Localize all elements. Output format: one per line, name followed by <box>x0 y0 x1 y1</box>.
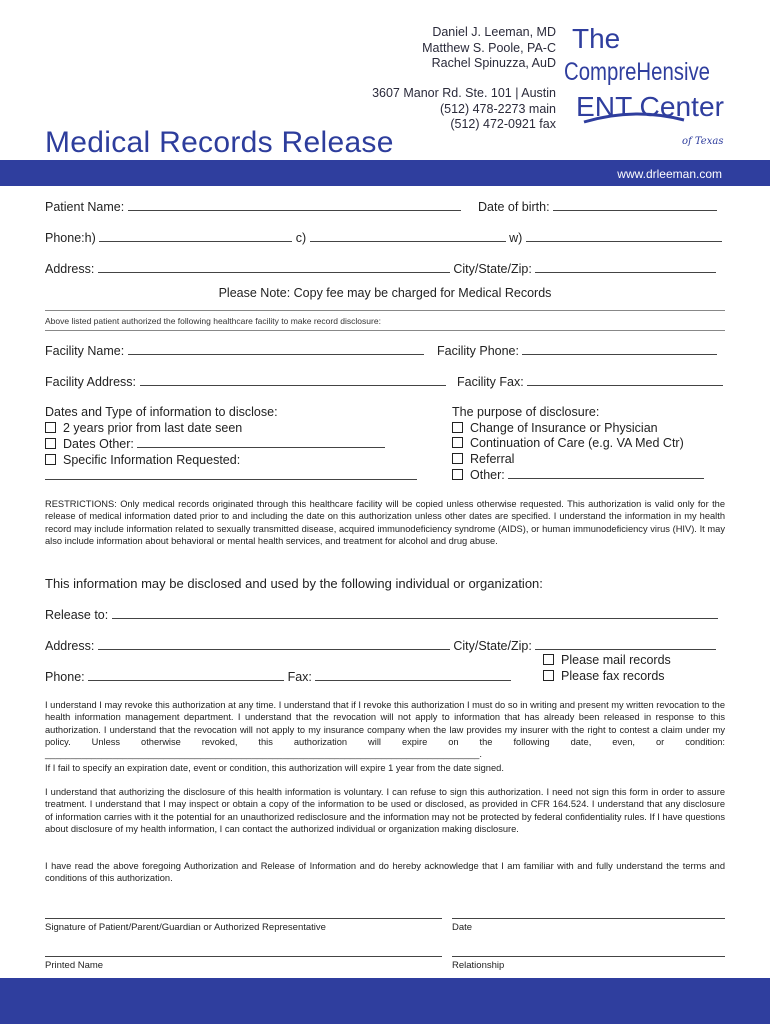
phone-row <box>45 230 722 245</box>
facility-name-label: Facility Name: <box>45 344 125 358</box>
release-to-field[interactable] <box>112 607 718 619</box>
contact-block <box>372 86 556 133</box>
release-citystatezip-label: City/State/Zip: <box>453 639 532 653</box>
release-phone-label: Phone: <box>45 670 85 684</box>
copy-fee-note: Please Note: Copy fee may be charged for Medical Records <box>218 286 552 300</box>
clinic-logo <box>564 22 734 152</box>
signature-label: Signature of Patient/Parent/Guardian or Authorized Representative <box>45 922 326 933</box>
clinic-address: 3607 Manor Rd. Ste. 101 | Austin <box>372 86 556 100</box>
dob-row <box>478 199 717 214</box>
phone-cell-field[interactable] <box>310 230 506 242</box>
release-phone-field[interactable] <box>88 669 284 681</box>
release-address-field[interactable] <box>98 638 450 650</box>
specific-info-field[interactable] <box>45 468 417 480</box>
acknowledgement-text: I have read the above foregoing Authorization and Release of Information and do hereby acknowledge that I am familiar with and fully understand the terms and conditions of this authorization. <box>45 861 725 884</box>
provider-name: Matthew S. Poole, PA-C <box>422 40 556 55</box>
facility-name-row <box>45 343 424 358</box>
phone-home-label: Phone:h) <box>45 231 96 245</box>
facility-phone-row <box>437 343 717 358</box>
dates-option[interactable]: Specific Information Requested: <box>45 453 417 469</box>
facility-fax-row <box>457 374 723 389</box>
dates-option[interactable]: 2 years prior from last date seen <box>45 421 417 437</box>
checkbox[interactable] <box>452 453 463 464</box>
purpose-other-field[interactable] <box>508 467 704 479</box>
signature-field[interactable] <box>45 918 442 919</box>
provider-list <box>422 25 556 72</box>
phone-home-field[interactable] <box>99 230 292 242</box>
clinic-fax: (512) 472-0921 fax <box>450 117 556 131</box>
purpose-heading: The purpose of disclosure: <box>452 405 600 419</box>
checkbox[interactable] <box>452 422 463 433</box>
release-citystatezip-field[interactable] <box>535 638 716 650</box>
citystatezip-label: City/State/Zip: <box>453 262 532 276</box>
release-fax-field[interactable] <box>315 669 511 681</box>
mail-option[interactable]: Please mail records <box>543 653 671 669</box>
logo-text: ENT Center <box>576 91 724 122</box>
facility-address-row <box>45 374 446 389</box>
date-field[interactable] <box>452 918 725 919</box>
page-title: Medical Records Release <box>45 126 394 159</box>
purpose-option[interactable]: Change of Insurance or Physician <box>452 421 704 437</box>
purpose-option[interactable]: Other: <box>452 467 704 484</box>
delivery-options <box>543 653 671 684</box>
dob-field[interactable] <box>553 199 717 211</box>
facility-fax-label: Facility Fax: <box>457 375 524 389</box>
restrictions-text: RESTRICTIONS: Only medical records originated through this healthcare facility will be copied unless otherwise requested. This authorization is valid only for the release of medical information dated prior to and including the date on this authorization unless other dates are specified. I understand the information in my health record may include information related to sexually transmitted disease, acquired immunodeficiency syndrome (AIDS), or human immunodeficiency virus (HIV). It may also include information about behavioral or mental health services, and treatment for alcohol and drug abuse. <box>45 499 725 546</box>
expiration-text: If I fail to specify an expiration date, event or condition, this authorization will expire 1 year from the date signed. <box>45 763 504 773</box>
facility-phone-field[interactable] <box>522 343 717 355</box>
citystatezip-field[interactable] <box>535 261 716 273</box>
facility-address-field[interactable] <box>140 374 446 386</box>
checkbox[interactable] <box>45 438 56 449</box>
voluntary-text: I understand that authorizing the disclosure of this health information is voluntary. I can refuse to sign this authorization. I need not sign this form in order to assure treatment. I understand that I may inspect or obtain a copy of the information to be used or disclosed, as provided in CFR 164.524. I understand that any disclosure of information carries with it the potential for an unauthorized redisclosure and the information may not be protected by federal confidentiality rules. If I have questions about disclosure of my health information, I can contact the authorized individual or organization making disclosure. <box>45 787 725 834</box>
checkbox[interactable] <box>543 670 554 681</box>
release-to-row <box>45 607 718 622</box>
logo-text: The <box>572 23 621 54</box>
release-fax-label: Fax: <box>287 670 312 684</box>
address-field[interactable] <box>98 261 450 273</box>
provider-name: Rachel Spinuzza, AuD <box>431 56 556 70</box>
patient-name-row <box>45 199 461 214</box>
relationship-label: Relationship <box>452 960 505 971</box>
facility-phone-label: Facility Phone: <box>437 344 519 358</box>
purpose-option[interactable]: Continuation of Care (e.g. VA Med Ctr) <box>452 436 704 452</box>
divider <box>45 330 725 331</box>
facility-fax-field[interactable] <box>527 374 723 386</box>
purpose-section <box>452 405 704 484</box>
divider <box>45 310 725 311</box>
provider-name: Daniel J. Leeman, MD <box>432 25 556 39</box>
fax-option[interactable]: Please fax records <box>543 669 671 685</box>
address-label: Address: <box>45 262 95 276</box>
facility-name-field[interactable] <box>128 343 424 355</box>
patient-name-label: Patient Name: <box>45 200 125 214</box>
checkbox[interactable] <box>543 654 554 665</box>
checkbox[interactable] <box>45 454 56 465</box>
release-heading: This information may be disclosed and used by the following individual or organization: <box>45 576 543 591</box>
address-row <box>45 261 716 276</box>
release-address-label: Address: <box>45 639 95 653</box>
printed-name-field[interactable] <box>45 956 442 957</box>
release-to-label: Release to: <box>45 608 109 622</box>
checkbox[interactable] <box>452 469 463 480</box>
website-link[interactable]: www.drleeman.com <box>617 167 722 181</box>
revocation-text: I understand I may revoke this authorization at any time. I understand that if I revoke this authorization I must do so in writing and present my written revocation to the health information management department. I understand that the revocation will not apply to information that has already been released in response to this authorization. I understand that the revocation will not apply to my insurance company when the law provides my insurer with the right to contest a claim under my policy. Unless otherwise revoked, this authorization will expire on the following date, even, or condition: ____________________________________________________________________________________. <box>45 700 725 760</box>
phone-work-field[interactable] <box>526 230 722 242</box>
dates-heading: Dates and Type of information to disclose: <box>45 405 278 419</box>
dates-other-field[interactable] <box>137 436 385 448</box>
date-label: Date <box>452 922 473 933</box>
release-phone-row <box>45 669 511 684</box>
footer-band <box>0 978 770 1024</box>
logo-text: of Texas <box>682 136 724 147</box>
phone-cell-label: c) <box>295 231 307 245</box>
printed-name-label: Printed Name <box>45 960 104 971</box>
release-address-row <box>45 638 716 653</box>
dates-section <box>45 405 417 485</box>
patient-name-field[interactable] <box>128 199 461 211</box>
logo-text: CompreHensive <box>564 58 710 86</box>
dates-option[interactable]: Dates Other: <box>45 436 417 453</box>
phone-work-label: w) <box>509 231 523 245</box>
purpose-option[interactable]: Referral <box>452 452 704 468</box>
checkbox[interactable] <box>452 437 463 448</box>
facility-address-label: Facility Address: <box>45 375 137 389</box>
checkbox[interactable] <box>45 422 56 433</box>
dob-label: Date of birth: <box>478 200 550 214</box>
relationship-field[interactable] <box>452 956 725 957</box>
clinic-phone: (512) 478-2273 main <box>439 101 556 116</box>
facility-intro: Above listed patient authorized the following healthcare facility to make record disclosure: <box>45 316 381 326</box>
